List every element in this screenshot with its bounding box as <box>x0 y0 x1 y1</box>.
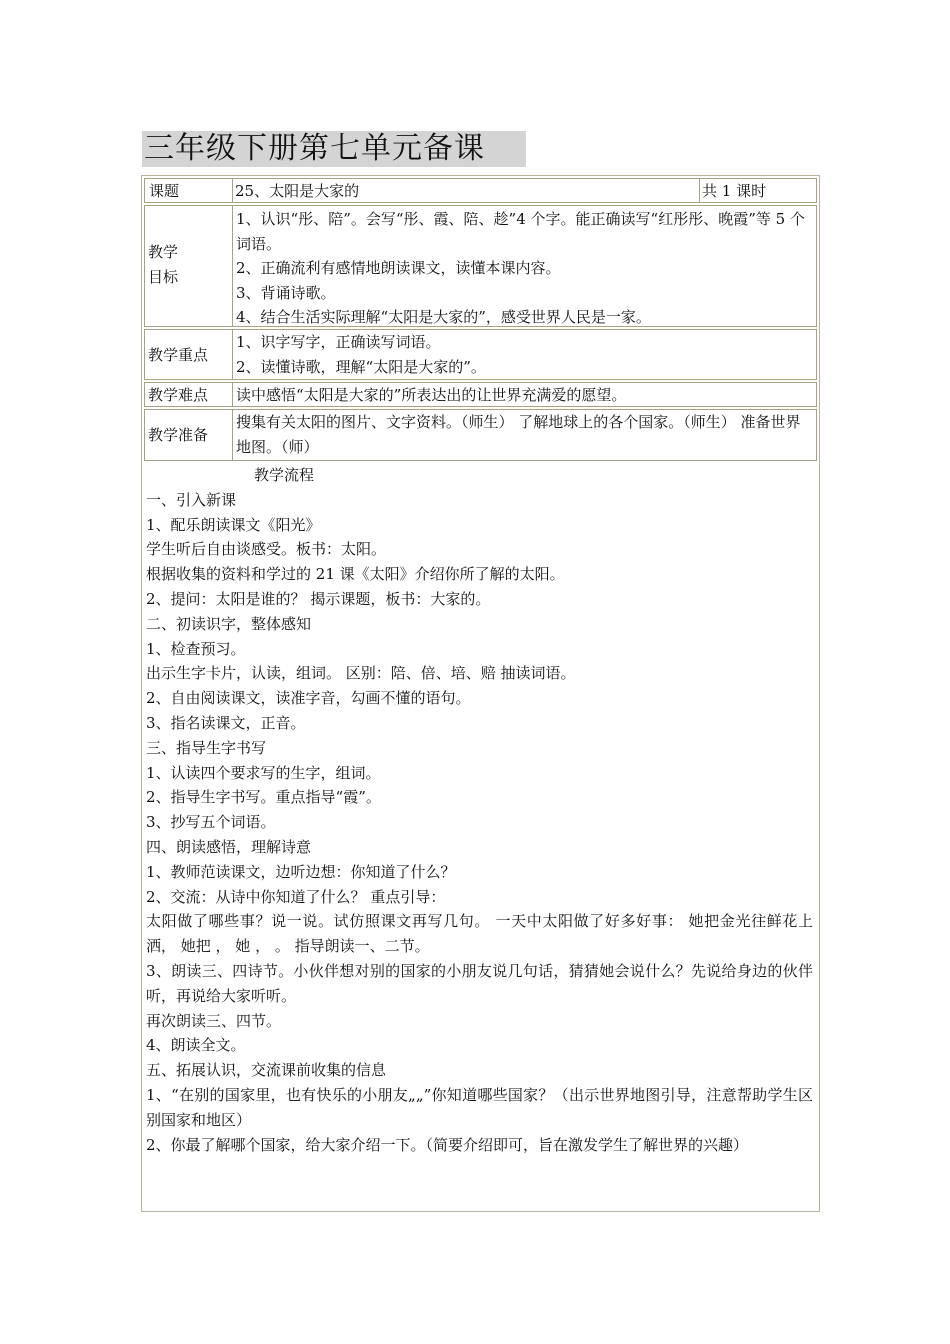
row-difficulty <box>144 382 817 407</box>
key-point-item: 1、识字写字，正确读写词语。 <box>236 333 441 351</box>
topic-value: 25、太阳是大家的 <box>233 179 700 202</box>
flow-line: 再次朗读三、四节。 <box>146 1011 282 1030</box>
key-points-list <box>233 330 816 379</box>
row-key-points <box>144 329 817 380</box>
difficulty-label: 教学难点 <box>145 383 233 406</box>
goal-item: 1、认识“彤、陪”。会写“彤、霞、陪、趁”4 个字。能正确读写“红彤彤、晚霞”等 5 个词语。 <box>236 210 805 253</box>
flow-line: 3、朗读三、四诗节。小伙伴想对别的国家的小朋友说几句话，猜猜她会说什么？先说给身边的伙伴听，再说给大家听听。 <box>146 961 813 1005</box>
flow-line: 2、你最了解哪个国家，给大家介绍一下。（简要介绍即可，旨在激发学生了解世界的兴趣） <box>146 1135 749 1154</box>
flow-line: 3、指名读课文，正音。 <box>146 713 306 732</box>
key-point-item: 2、读懂诗歌，理解“太阳是大家的”。 <box>236 357 486 376</box>
lesson-count: 共 1 课时 <box>702 182 767 200</box>
flow-line: 3、抄写五个词语。 <box>146 813 276 832</box>
goal-item: 3、背诵诗歌。 <box>236 283 336 302</box>
flow-line: 1、“在别的国家里，也有快乐的小朋友„„”你知道哪些国家？（出示世界地图引导，注意帮助学生区别国家和地区） <box>146 1085 813 1129</box>
teaching-flow <box>144 463 817 1157</box>
key-points-label: 教学重点 <box>145 330 233 379</box>
row-topic <box>144 178 817 203</box>
row-goals <box>144 205 817 327</box>
goal-item: 4、结合生活实际理解“太阳是大家的”，感受世界人民是一家。 <box>236 308 651 326</box>
lesson-plan-table <box>141 175 820 1212</box>
flow-line: 出示生字卡片，认读，组词。 区别：陪、倍、培、赔 抽读词语。 <box>146 664 576 683</box>
flow-line: 1、认读四个要求写的生字，组词。 <box>146 763 381 782</box>
flow-title: 教学流程 <box>254 466 315 484</box>
flow-line: 2、自由阅读课文，读准字音，勾画不懂的语句。 <box>146 689 471 708</box>
flow-line: 1、配乐朗读课文《阳光》 <box>146 515 321 534</box>
goals-list <box>233 206 816 326</box>
flow-line: 1、教师范读课文，边听边想：你知道了什么？ <box>146 862 456 881</box>
flow-line: 四、朗读感悟，理解诗意 <box>146 837 312 856</box>
goal-item: 2、正确流利有感情地朗读课文，读懂本课内容。 <box>236 259 561 277</box>
preparation-value: 搜集有关太阳的图片、文字资料。（师生） 了解地球上的各个国家。（师生） 准备世界地图。（师） <box>236 413 801 456</box>
flow-line: 学生听后自由谈感受。板书：太阳。 <box>146 540 387 559</box>
flow-line: 根据收集的资料和学过的 21 课《太阳》介绍你所了解的太阳。 <box>146 565 565 584</box>
flow-line: 1、检查预习。 <box>146 639 246 658</box>
document-title: 三年级下册第七单元备课 <box>142 131 526 167</box>
goals-label-line-1: 教学 <box>148 243 179 261</box>
topic-label: 课题 <box>145 179 233 202</box>
flow-line: 太阳做了哪些事？说一说。试仿照课文再写几句。 一天中太阳做了好多好事： 她把金光往鲜花上洒， 她把 ， 她 ， 。 指导朗读一、二节。 <box>146 912 813 956</box>
flow-line: 2、指导生字书写。重点指导“霞”。 <box>146 788 381 807</box>
flow-line: 三、指导生字书写 <box>146 738 267 757</box>
flow-line: 一、引入新课 <box>146 490 237 509</box>
flow-line: 五、拓展认识，交流课前收集的信息 <box>146 1061 387 1080</box>
preparation-label: 教学准备 <box>145 410 233 460</box>
goals-label <box>145 206 233 326</box>
flow-line: 4、朗读全文。 <box>146 1036 246 1055</box>
difficulty-value: 读中感悟“太阳是大家的”所表达出的让世界充满爱的愿望。 <box>236 386 627 404</box>
flow-line: 2、提问：太阳是谁的？ 揭示课题，板书：大家的。 <box>146 589 491 608</box>
flow-line: 2、交流：从诗中你知道了什么？ 重点引导： <box>146 887 446 906</box>
flow-line: 二、初读识字，整体感知 <box>146 614 312 633</box>
row-preparation <box>144 409 817 461</box>
goals-label-line-2: 目标 <box>148 267 179 286</box>
